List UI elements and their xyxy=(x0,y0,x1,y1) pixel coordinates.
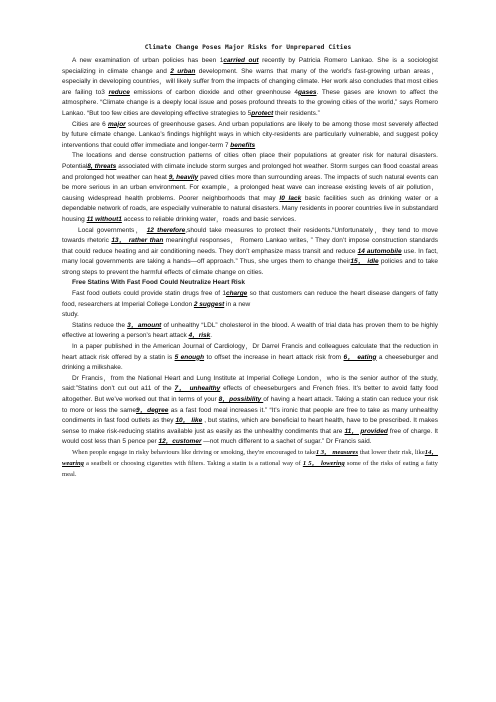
answer-blank: 1 3， measures xyxy=(315,448,359,456)
text-run: recently by Patricia Romero Lankao. She is a sociologist specializing in climate change and xyxy=(62,57,438,75)
answer-blank: charge xyxy=(225,290,248,298)
answer-blank: major xyxy=(108,120,126,128)
paragraph xyxy=(62,289,438,310)
text-run: use. In fact, many local governments are taking a hands—off approach.” Thus, she urges them to change their xyxy=(62,247,438,266)
answer-blank: 9, heavily xyxy=(168,173,199,181)
text-run: to offset the increase in heart attack risk from xyxy=(204,353,344,361)
text-run: of unhealthy “LDL” cholesterol in the blood. A wealth of trial data has proven them to be highly effective at lowering a person’s heart attack xyxy=(62,321,438,340)
text-run: Fast food outlets could provide statin drugs free of 1 xyxy=(72,290,226,298)
text-run: ,should take measures to protect their residents.“Unfortunately，they tend to move towards rhetoric xyxy=(62,226,438,245)
answer-blank: gases xyxy=(298,88,317,96)
answer-blank: 2 urban xyxy=(170,67,196,75)
paragraph xyxy=(62,120,438,152)
answer-blank: carried out xyxy=(223,57,259,64)
text-run: effects of cheeseburgers and French fries. It’s better to avoid fatty food altogether. But we’ve worked out that in terms of your xyxy=(62,385,438,403)
answer-blank: 5 enough xyxy=(174,353,205,361)
answer-blank: 1 5， lowering xyxy=(302,459,345,467)
text-run: Dr Francis，from the National Heart and Lung Institute at Imperial College London，who is the senior author of the study, said:”Statins don’t cut out a11 of the xyxy=(62,374,438,393)
text-run: , but statins, which are beneficial to heart health, have to be prescribed. It makes sense to make risk-reducing statins available just as easily as the unhealthy condiments that are xyxy=(62,417,438,435)
answer-blank: 12，customer xyxy=(158,438,202,446)
text-run: their residents.” xyxy=(273,109,320,117)
text-run: A new examination of urban policies has been 1 xyxy=(72,57,224,64)
text-run: development. She warns that many of the world’s fast-growing urban areas，especially in developing countries，will likely suffer from the impacts of changing climate. Her work also concludes that most cities are failing to3 xyxy=(62,67,438,96)
text-run: a seatbelt or choosing cigarettes with filters. Taking a statin is a rational way of xyxy=(83,459,303,467)
text-run: When people engage in risky behaviours like driving or smoking, they're encouraged to take xyxy=(72,448,316,456)
answer-blank: 6， eating xyxy=(343,353,377,361)
answer-blank: 8，possibility xyxy=(218,396,264,403)
answer-blank: 11 without1 xyxy=(86,215,122,223)
answer-blank: 15， idle xyxy=(350,258,379,266)
answer-blank: benefits xyxy=(230,141,256,149)
answer-blank: 11， provided xyxy=(344,427,388,435)
text-run: associated with climate include storm surges and prolonged hot weather. Storm surges can flood coastal areas and prolonged hot weather can heat xyxy=(62,162,438,181)
text-run: some of the risks of eating a fatty meal. xyxy=(62,459,438,478)
paragraph xyxy=(62,342,438,374)
text-run: meaningful responses， Romero Lankao writes, ” They don’t impose construction standards that could reduce heating and air conditioning needs. They don’t emphasize mass transit and reduce xyxy=(62,237,438,255)
paragraph xyxy=(62,56,438,120)
text-run: Local governments， xyxy=(78,226,147,234)
answer-blank: 9，degree xyxy=(136,406,169,414)
text-run: . xyxy=(210,332,213,340)
text-run: so that customers can reduce the heart disease dangers of fatty food, researchers at Imperial College London xyxy=(62,290,438,308)
text-run: paved cities more than surrounding areas. The impacts of such natural events can be more serious in an urban environment. For example，a prolonged heat wave can increase existing levels of air pollution，causing widespread health problems. Poorer neighborhoods that may xyxy=(62,173,439,202)
answer-blank: 7， unhealthy xyxy=(174,385,221,393)
answer-blank: 13， rather than xyxy=(111,237,164,245)
text-run: sources of greenhouse gases. And urban populations are likely to be among those most severely affected by future climate change. Lankao’s findings highlight ways in which city-residents are particularly vulnerable, and suggest policy interventions that could offer immediate and longer-term 7 xyxy=(62,120,438,149)
text-run: that lower their risk, like xyxy=(358,448,425,456)
answer-blank: 4，risk xyxy=(188,332,211,340)
answer-blank: 8, threats xyxy=(87,162,117,170)
text-run: Cities are 6 xyxy=(72,120,109,128)
answer-blank: l0 lack xyxy=(279,194,302,202)
text-run: in a new xyxy=(224,300,251,308)
section-heading xyxy=(62,278,438,289)
text-run: as a fast food meal increases it.” “It’s ironic that people are free to take as many unhealthy condiments in fast food outlets as they xyxy=(62,406,439,425)
text-run: Statins reduce the xyxy=(72,321,128,329)
answer-blank: 12 therefore xyxy=(146,226,186,234)
answer-blank: 10， like xyxy=(175,417,203,425)
paragraph xyxy=(62,226,438,279)
text-run: access to reliable drinking water，roads and basic services. xyxy=(121,215,296,223)
text-run: The locations and dense construction patterns of cities often place their populations at greater risk for natural disasters. Potential xyxy=(62,152,438,170)
paragraph xyxy=(62,321,438,342)
paragraph xyxy=(62,448,438,480)
answer-blank: 2 suggest xyxy=(193,300,225,308)
answer-blank: reduce xyxy=(108,88,130,96)
answer-blank: 3，amount xyxy=(127,321,162,329)
paragraph xyxy=(62,374,438,448)
text-run: —not much different to a sachet of sugar.” Dr Francis said. xyxy=(201,438,372,446)
answer-blank: 14， wearing xyxy=(62,448,439,467)
text-run: free of charge. It would cost less than 5 pence per xyxy=(62,427,438,446)
text-run: basic facilities such as drinking water or a dependable network of roads, are especially vulnerable to natural disasters. Many residents in poorer countries live in substandard housing xyxy=(62,194,438,223)
text-run: Free Statins With Fast Food Could Neutralize Heart Risk xyxy=(72,279,245,287)
text-run: . These gases are known to affect the atmosphere. “Climate change is a deeply local issue and poses profound threats to the growing cities of the world,” says Romero Lankao. “But too few cities are developing effective strategies to 5 xyxy=(62,88,438,117)
answer-blank: protect xyxy=(251,109,274,117)
answer-blank: 14 automobile xyxy=(357,247,402,255)
document-body xyxy=(62,56,438,480)
text-run: study. xyxy=(62,311,79,319)
text-run: a cheeseburger and drinking a milkshake. xyxy=(62,353,438,372)
paragraph xyxy=(62,310,438,321)
text-run: In a paper published in the American Journal of Cardiology，Dr Darrel Francis and colleagues calculate that the reduction in heart attack risk offered by a statin is xyxy=(62,343,438,361)
paragraph xyxy=(62,151,438,225)
text-run: policies and to take strong steps to prevent the harmful effects of climate change on cities. xyxy=(62,258,439,276)
text-run: emissions of carbon dioxide and other greenhouse 4 xyxy=(129,88,299,96)
text-run: of having a heart attack. Taking a statin can reduce your risk to more or less the same xyxy=(62,396,438,414)
document-title: Climate Change Poses Major Risks for Unprepared Cities xyxy=(144,44,352,51)
